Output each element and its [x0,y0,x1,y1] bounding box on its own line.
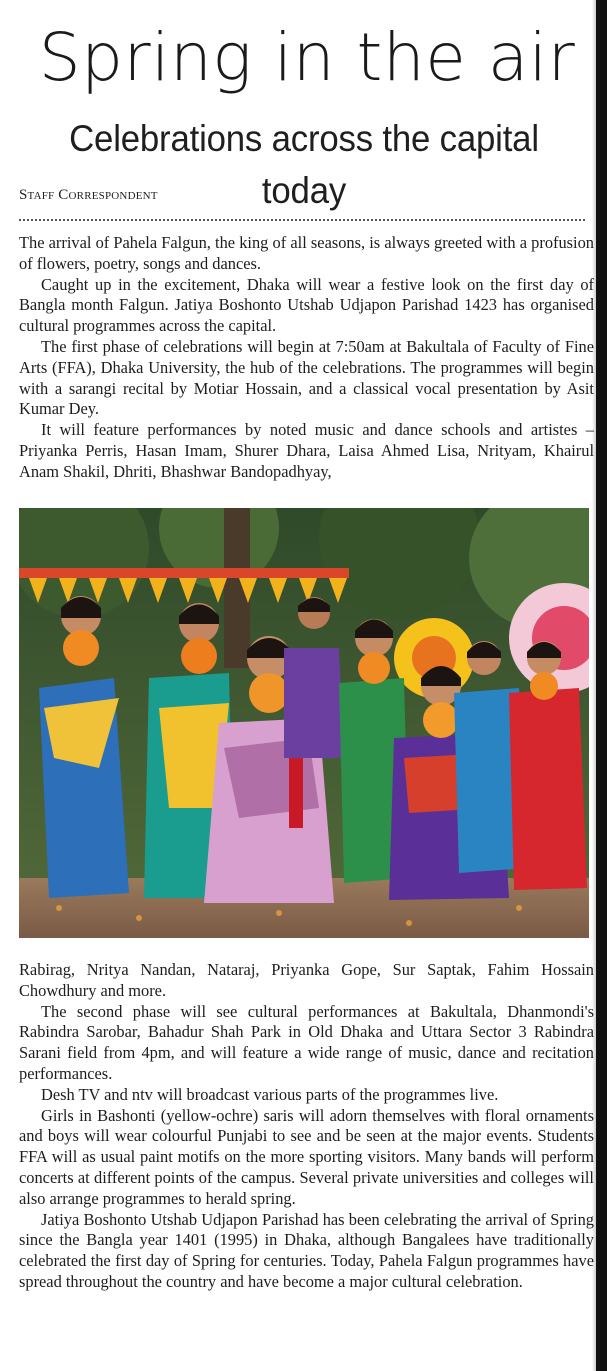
paragraph: Girls in Bashonti (yellow-ochre) saris will adorn themselves with floral ornaments and boys will wear colourful Punjabi to see and be seen at the major events. Students FFA will as usual paint motifs on the more sporting visitors. Many bands will perform concerts at different points of the campus. Several private universities and colleges will also arrange programmes to herald spring. [19,1105,594,1208]
headline: Spring in the air [38,19,576,96]
article-body-bottom [19,960,594,1293]
paragraph: The second phase will see cultural performances at Bakultala, Dhanmondi's Rabindra Sarobar, Bahadur Shah Park in Old Dhaka and Uttara Sector 3 Rabindra Sarani field from 4pm, and will feature a wide range of music, dance and recitation performances. [19,1001,594,1083]
dancers-illustration [19,508,589,938]
page-edge [596,0,607,1371]
dance-performance-photo [19,508,589,938]
paragraph: The first phase of celebrations will begin at 7:50am at Bakultala of Faculty of Fine Arts (FFA), Dhaka University, the hub of the celebrations. The programmes will begin with a sarangi recital by Motiar Hossain, and a classical vocal presentation by Asit Kumar Dey. [19,336,594,419]
paragraph: Rabirag, Nritya Nandan, Nataraj, Priyanka Gope, Sur Saptak, Fahim Hossain Chowdhury and more. [19,960,594,1000]
paragraph: It will feature performances by noted music and dance schools and artistes – Priyanka Perris, Hasan Imam, Shurer Dhara, Laisa Ahmed Lisa, Nrityam, Khairul Anam Shakil, Dhriti, Bhashwar Bandopadhyay, [19,420,594,481]
paragraph: Desh TV and ntv will broadcast various parts of the programmes live. [41,1084,499,1104]
byline: Staff Correspondent [19,187,158,203]
dotted-divider [19,219,585,221]
paragraph: Jatiya Boshonto Utshab Udjapon Parishad has been celebrating the arrival of Spring since the Bangla year 1401 (1995) in Dhaka, although Bangalees have traditionally celebrated the first day of Spring for centuries. Today, Pahela Falgun programmes have spread throughout the country and have become a major cultural celebration. [19,1209,594,1291]
article-body-top [19,233,594,483]
paragraph: The arrival of Pahela Falgun, the king of all seasons, is always greeted with a profusion of flowers, poetry, songs and dances. [19,233,594,273]
paragraph: Caught up in the excitement, Dhaka will wear a festive look on the first day of Bangla month Falgun. Jatiya Boshonto Utshab Udjapon Parishad 1423 has organised cultural programmes across the capital. [19,274,594,336]
subheadline: Celebrations across the capital today [69,118,539,211]
